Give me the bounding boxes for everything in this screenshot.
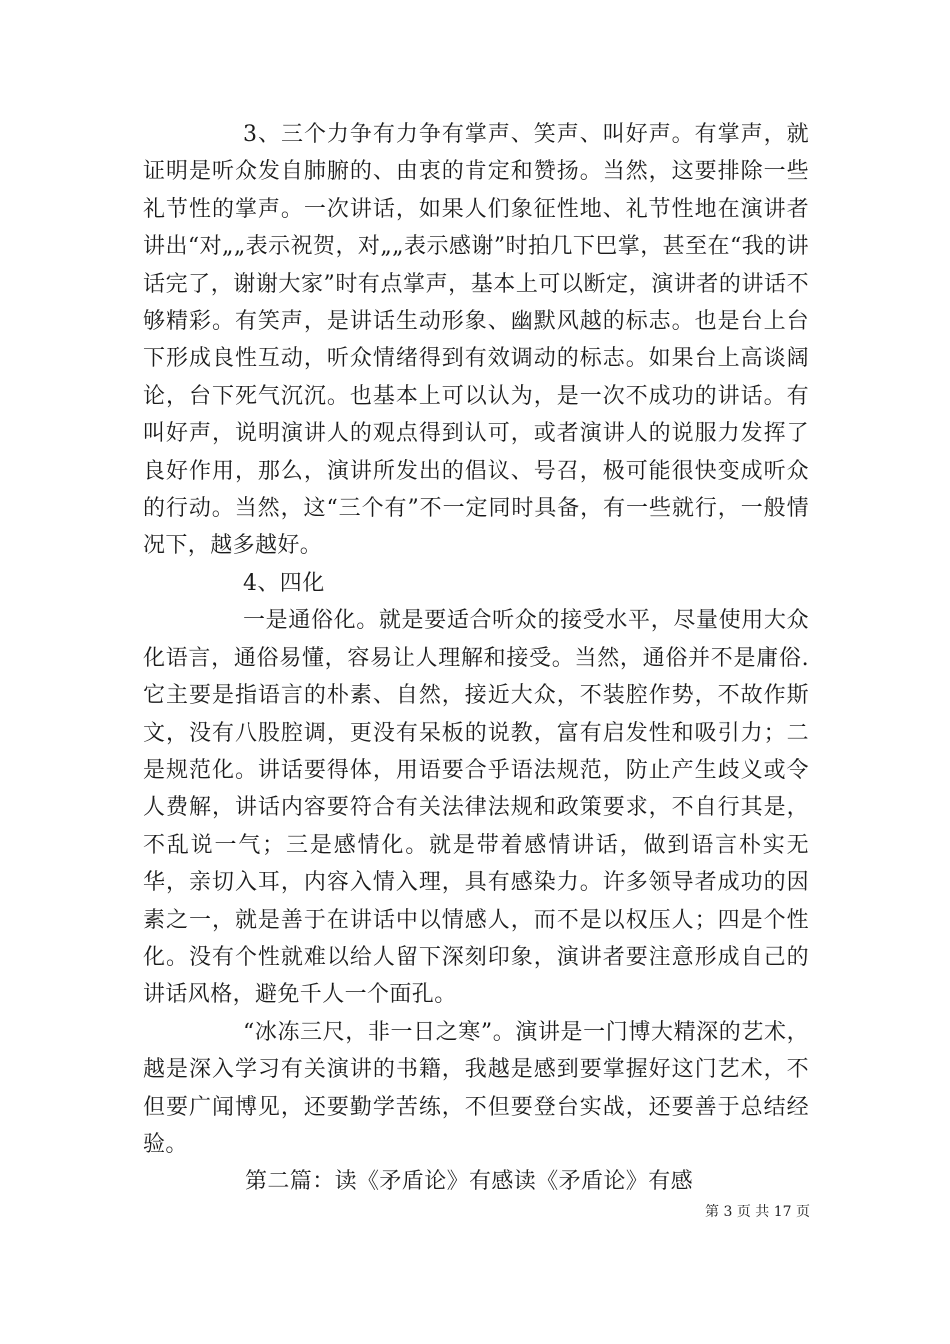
document-body <box>143 116 809 1201</box>
page-number-footer: 第 3 页 共 17 页 <box>705 1204 810 1220</box>
paragraph-conclusion: “冰冻三尺，非一日之寒”。演讲是一门博大精深的艺术，越是深入学习有关演讲的书籍，我越是感到要掌握好这门艺术，不但要广闻博见，还要勤学苦练，不但要登台实战，还要善于总结经验。 <box>143 1019 809 1157</box>
heading-four-modernizations: 4、四化 <box>243 570 325 596</box>
paragraph-three-strives: 3、三个力争有力争有掌声、笑声、叫好声。有掌声，就证明是听众发自肺腑的、由衷的肯定和赞扬。当然，这要排除一些礼节性的掌声。一次讲话，如果人们象征性地、礼节性地在演讲者讲出“对„„表示祝贺，对„„表示感谢”时拍几下巴掌，甚至在“我的讲话完了，谢谢大家”时有点掌声，基本上可以断定，演讲者的讲话不够精彩。有笑声，是讲话生动形象、幽默风越的标志。也是台上台下形成良性互动，听众情绪得到有效调动的标志。如果台上高谈阔论，台下死气沉沉。也基本上可以认为，是一次不成功的讲话。有叫好声，说明演讲人的观点得到认可，或者演讲人的说服力发挥了良好作用，那么，演讲所发出的倡议、号召，极可能很快变成听众的行动。当然，这“三个有”不一定同时具备，有一些就行，一般情况下，越多越好。 <box>143 122 809 559</box>
section-title-part-two: 第二篇：读《矛盾论》有感读《矛盾论》有感 <box>245 1169 694 1195</box>
paragraph-four-points: 一是通俗化。就是要适合听众的接受水平，尽量使用大众化语言，通俗易懂，容易让人理解和接受。当然，通俗并不是庸俗.它主要是指语言的朴素、自然，接近大众，不装腔作势，不故作斯文，没有八股腔调，更没有呆板的说教，富有启发性和吸引力；二是规范化。讲话要得体，用语要合乎语法规范，防止产生歧义或令人费解，讲话内容要符合有关法律法规和政策要求，不自行其是，不乱说一气；三是感情化。就是带着感情讲话，做到语言朴实无华，亲切入耳，内容入情入理，具有感染力。许多领导者成功的因素之一，就是善于在讲话中以情感人，而不是以权压人；四是个性化。没有个性就难以给人留下深刻印象，演讲者要注意形成自己的讲话风格，避免千人一个面孔。 <box>143 608 809 1008</box>
